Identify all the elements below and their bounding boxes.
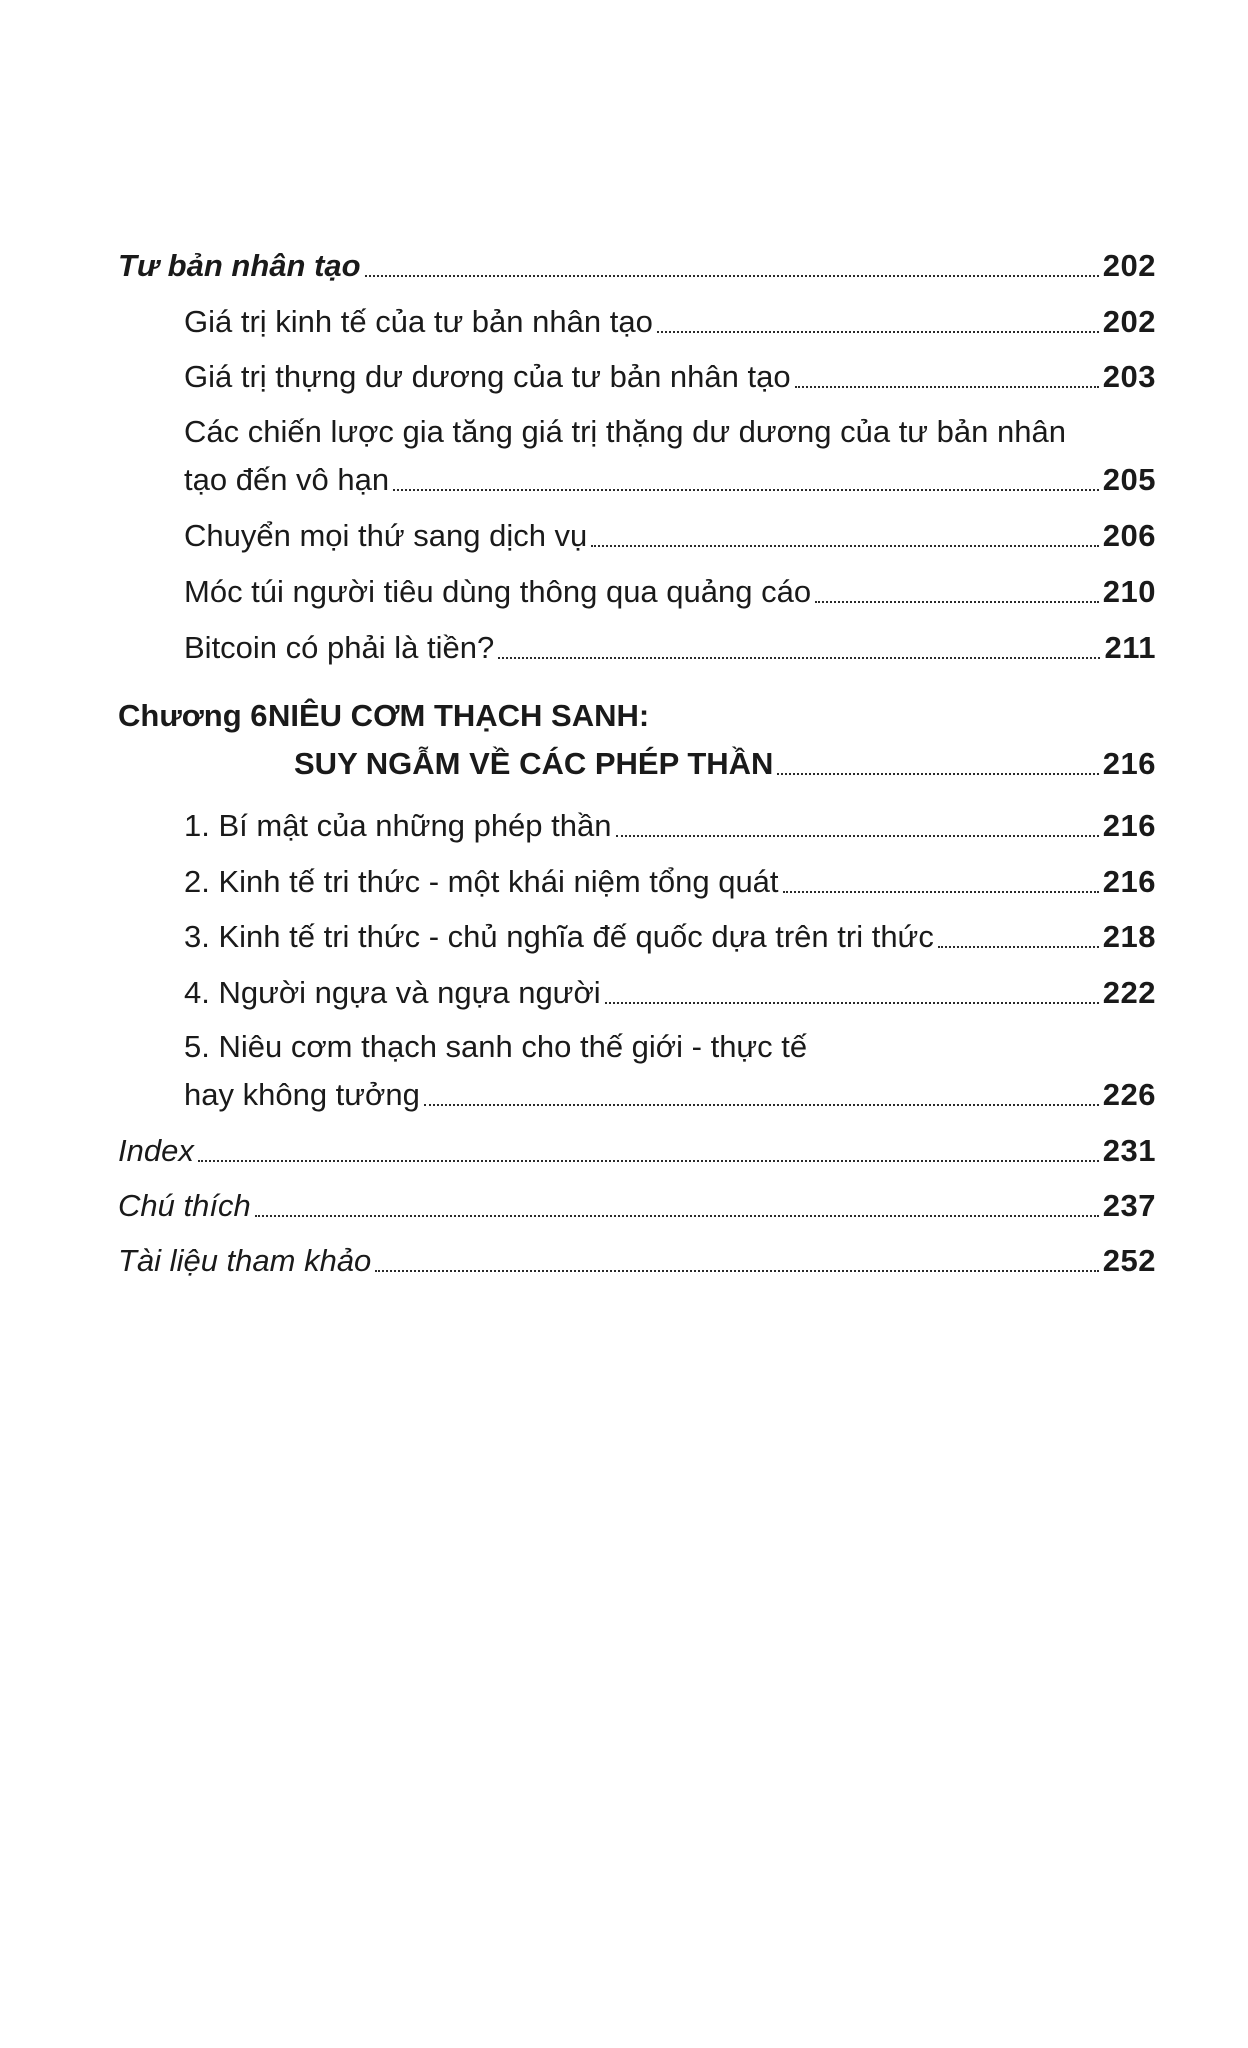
toc-entry-chapter [294,744,1156,784]
toc-entry [184,1075,1156,1115]
toc-entry-page: 252 [1102,1243,1156,1278]
toc-entry-title: Bitcoin có phải là tiền? [184,630,495,665]
toc-entry [184,572,1156,612]
dot-leader [815,601,1099,603]
dot-leader [375,1270,1098,1272]
dot-leader [424,1104,1099,1106]
toc-entry [184,516,1156,556]
chapter-title-line1: NIÊU CƠM THẠCH SANH: [268,698,650,733]
dot-leader [777,773,1098,775]
dot-leader [498,657,1100,659]
toc-entry-page: 231 [1102,1133,1156,1168]
chapter-label: Chương 6. [118,698,277,733]
toc-entry-title-line1: Các chiến lược gia tăng giá trị thặng dư dương của tư bản nhân [184,414,1066,449]
dot-leader [591,545,1098,547]
toc-entry-page: 216 [1102,864,1156,899]
toc-entry-back [118,1241,1156,1281]
chapter-title: SUY NGẪM VỀ CÁC PHÉP THẦN [294,746,774,781]
dot-leader [783,891,1099,893]
toc-entry-page: 210 [1102,574,1156,609]
dot-leader [255,1215,1099,1217]
toc-entry-page: 216 [1102,808,1156,843]
toc-entry-page: 218 [1102,919,1156,954]
toc-entry-page: 222 [1102,975,1156,1010]
toc-entry-title: Giá trị thựng dư dương của tư bản nhân tạo [184,359,791,394]
toc-entry-section [118,246,1156,286]
toc-entry-title: Chuyển mọi thứ sang dịch vụ [184,518,588,553]
toc-entry [184,806,1156,846]
toc-entry-title: 3. Kinh tế tri thức - chủ nghĩa đế quốc dựa trên tri thức [184,919,934,954]
dot-leader [393,489,1099,491]
dot-leader [795,386,1099,388]
toc-entry-back [118,1131,1156,1171]
toc-entry-page: 206 [1102,518,1156,553]
toc-entry-page: 216 [1102,746,1156,781]
toc-entry [184,917,1156,957]
toc-entry-page: 202 [1102,248,1156,283]
toc-entry [184,862,1156,902]
dot-leader [657,331,1099,333]
toc-entry-title: Chú thích [118,1188,251,1223]
toc-entry [184,973,1156,1013]
toc-entry-title: Tư bản nhân tạo [118,248,361,283]
toc-entry [184,357,1156,397]
toc-entry-back [118,1186,1156,1226]
toc-entry-page: 205 [1102,462,1156,497]
dot-leader [938,946,1099,948]
toc-entry-title: 2. Kinh tế tri thức - một khái niệm tổng quát [184,864,779,899]
toc-entry-title: Giá trị kinh tế của tư bản nhân tạo [184,304,653,339]
toc-entry-page: 202 [1102,304,1156,339]
toc-entry-title: tạo đến vô hạn [184,462,390,497]
toc-entry-page: 203 [1102,359,1156,394]
toc-entry [184,302,1156,342]
toc-entry-title: Index [118,1133,194,1168]
dot-leader [198,1160,1099,1162]
toc-entry-title: 1. Bí mật của những phép thần [184,808,612,843]
toc-entry-title: Tài liệu tham khảo [118,1243,372,1278]
toc-entry [184,460,1156,500]
toc-entry-title: 4. Người ngựa và ngựa người [184,975,601,1010]
toc-entry-page: 211 [1104,630,1156,665]
toc-entry-page: 226 [1102,1077,1156,1112]
toc-entry-page: 237 [1102,1188,1156,1223]
toc-entry-title: hay không tưởng [184,1077,420,1112]
dot-leader [365,275,1099,277]
toc-entry-title: Móc túi người tiêu dùng thông qua quảng cáo [184,574,812,609]
dot-leader [605,1002,1099,1004]
dot-leader [616,835,1099,837]
toc-entry-title-line1: 5. Niêu cơm thạch sanh cho thế giới - thực tế [184,1029,808,1064]
toc-entry [184,628,1156,668]
